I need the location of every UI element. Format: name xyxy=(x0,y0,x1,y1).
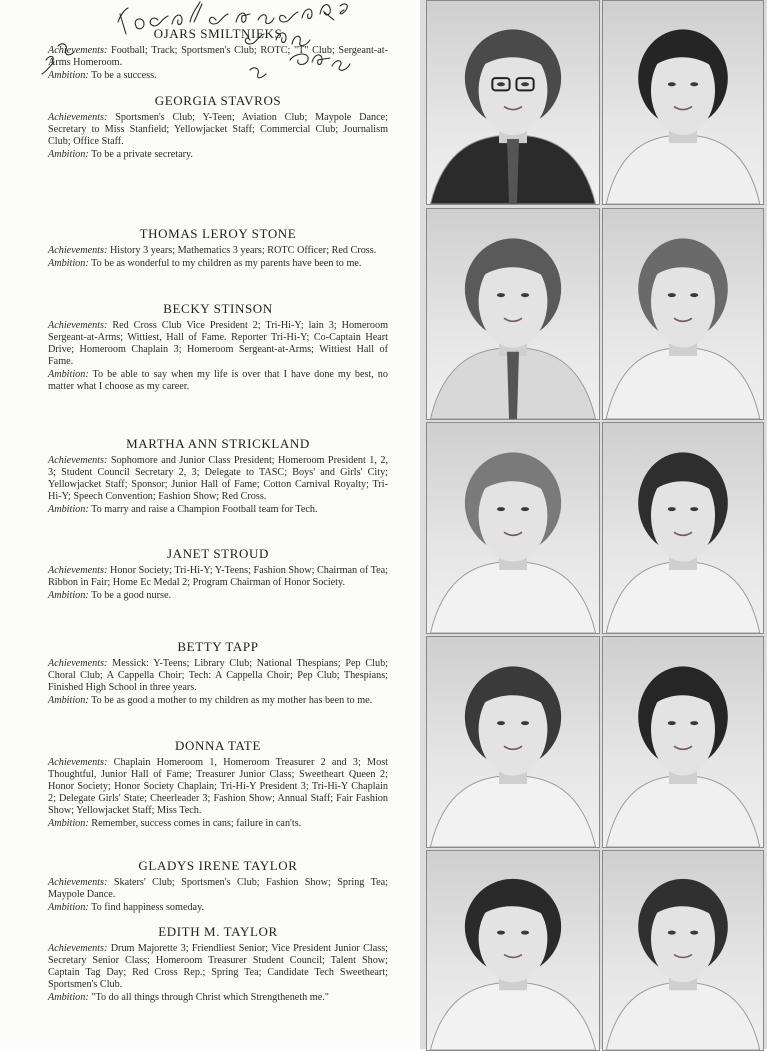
ambition-label: Ambition: xyxy=(48,369,89,380)
ambition-text xyxy=(48,695,388,707)
student-portrait xyxy=(602,636,764,848)
achievements-text xyxy=(48,943,388,991)
achievements-text xyxy=(48,658,388,694)
entry-janet-stroud xyxy=(48,546,388,602)
ambition-text xyxy=(48,149,388,161)
student-portrait xyxy=(426,422,600,634)
student-name: GLADYS IRENE TAYLOR xyxy=(138,858,298,873)
achievements-label: Achievements: xyxy=(48,658,108,669)
ambition-value: To marry and raise a Champion Football team for Tech. xyxy=(91,504,318,515)
achievements-value: Messick: Y-Teens; Library Club; National Thespians; Pep Club; Choral Club; A Cappella Choir; Tech: A Cappella Choir; Pep Club; Thespians; Finished High School in three years. xyxy=(48,658,388,693)
student-portrait xyxy=(426,636,600,848)
entry-donna-tate xyxy=(48,738,388,830)
student-portrait xyxy=(602,422,764,634)
achievements-value: Sportsmen's Club; Y-Teen; Aviation Club; Maypole Dance; Secretary to Miss Stanfield; Yellowjacket Staff; Commercial Club; Journalism Club; Office Staff. xyxy=(48,112,389,147)
page-number: 31 xyxy=(735,1012,745,1023)
portrait-grid xyxy=(420,0,767,1049)
student-name: BECKY STINSON xyxy=(163,301,273,316)
achievements-text xyxy=(48,320,388,368)
student-name: GEORGIA STAVROS xyxy=(154,93,282,108)
ambition-text xyxy=(48,258,388,270)
ambition-label: Ambition: xyxy=(48,590,89,601)
ambition-text xyxy=(48,70,388,82)
ambition-label: Ambition: xyxy=(48,70,89,81)
achievements-value: Football; Track; Sportsmen's Club; ROTC; "T" Club; Sergeant-at-Arms Homeroom. xyxy=(48,45,388,68)
achievements-value: Red Cross Club Vice President 2; Tri-Hi-Y; lain 3; Homeroom Sergeant-at-Arms; Wittiest, Hall of Fame. Reporter Tri-Hi-Y; Co-Captain Heart Drive; Homeroom Chaplain 3; Homeroom Sergeant-at-Arms; Wittiest Hall of Fame. xyxy=(48,320,389,367)
achievements-value: Chaplain Homeroom 1, Homeroom Treasurer 2 and 3; Most Thoughtful, Junior Hall of Fame; Treasurer Junior Class; Sweetheart Queen 2; Honor Society; Honor Society Chaplain; Tri-Hi-Y President 3; Tri-Hi-Y Chaplain 2; Delegate Girls' State; Cheerleader 3; Fashion Show; Annual Staff; Fair Fashion Show; Yellowjacket Staff; Miss Tech. xyxy=(48,757,388,816)
achievements-text xyxy=(48,565,388,589)
achievements-label: Achievements: xyxy=(48,943,108,954)
ambition-value: To be a private secretary. xyxy=(91,149,193,160)
ambition-value: To be as wonderful to my children as my parents have been to me. xyxy=(91,258,362,269)
achievements-label: Achievements: xyxy=(48,45,108,56)
student-portrait xyxy=(426,208,600,420)
ambition-label: Ambition: xyxy=(48,258,89,269)
ambition-value: To find happiness someday. xyxy=(91,902,205,913)
achievements-text xyxy=(48,877,388,901)
student-name: THOMAS LEROY STONE xyxy=(139,226,297,241)
student-name: EDITH M. TAYLOR xyxy=(158,924,278,939)
entry-edith-m-taylor xyxy=(48,924,388,1004)
achievements-text xyxy=(48,757,388,817)
ambition-label: Ambition: xyxy=(48,149,89,160)
ambition-text xyxy=(48,818,388,830)
achievements-label: Achievements: xyxy=(48,877,108,888)
ambition-text xyxy=(48,504,388,516)
achievements-value: Sophomore and Junior Class President; Homeroom President 1, 2, 3; Student Council Secretary 2, 3; Delegate to TASC; Boys' and Girls' City; Yellowjacket Staff; Sponsor; Junior Hall of Fame; Cotton Carnival Royalty; Tri-Hi-Y; Speech Convention; Fashion Show; Red Cross. xyxy=(48,455,388,502)
ambition-text xyxy=(48,992,388,1004)
achievements-value: Honor Society; Tri-Hi-Y; Y-Teens; Fashion Show; Chairman of Tea; Ribbon in Fair; Home Ec Medal 2; Program Chairman of Honor Society. xyxy=(48,565,388,588)
ambition-value: Remember, success comes in cans; failure in can'ts. xyxy=(91,818,302,829)
student-portrait xyxy=(602,0,764,205)
student-name: OJARS SMILTNIEKS xyxy=(153,26,283,41)
ambition-label: Ambition: xyxy=(48,504,89,515)
ambition-label: Ambition: xyxy=(48,992,89,1003)
achievements-text xyxy=(48,455,388,503)
ambition-text xyxy=(48,369,388,393)
achievements-text xyxy=(48,245,388,257)
ambition-text xyxy=(48,590,388,602)
achievements-value: Drum Majorette 3; Friendliest Senior; Vice President Junior Class; Secretary Senior Class; Homeroom Treasurer Student Council; Talent Show; Captain Tag Day; Red Cross Rep.; Spring Tea; Candidate Tech Sweetheart; Sportsmen's Club. xyxy=(48,943,389,990)
achievements-text xyxy=(48,45,388,69)
ambition-value: "To do all things through Christ which Strengtheneth me." xyxy=(91,992,329,1003)
entry-betty-tapp xyxy=(48,639,388,707)
ambition-value: To be able to say when my life is over that I have done my best, no matter what I choose as my career. xyxy=(48,369,388,392)
student-name: JANET STROUD xyxy=(167,546,269,561)
achievements-label: Achievements: xyxy=(48,320,108,331)
student-name: BETTY TAPP xyxy=(177,639,259,654)
achievements-label: Achievements: xyxy=(48,455,108,466)
student-name: DONNA TATE xyxy=(175,738,261,753)
ambition-label: Ambition: xyxy=(48,818,89,829)
student-portrait xyxy=(602,208,764,420)
achievements-value: History 3 years; Mathematics 3 years; ROTC Officer; Red Cross. xyxy=(109,245,377,256)
student-name: MARTHA ANN STRICKLAND xyxy=(126,436,310,451)
ambition-value: To be a good nurse. xyxy=(91,590,172,601)
ambition-value: To be a success. xyxy=(91,70,157,81)
achievements-text xyxy=(48,112,388,148)
entry-georgia-stavros xyxy=(48,93,388,161)
achievements-value: Skaters' Club; Sportsmen's Club; Fashion Show; Spring Tea; Maypole Dance. xyxy=(48,877,389,900)
ambition-label: Ambition: xyxy=(48,695,89,706)
entry-martha-ann-strickland xyxy=(48,436,388,516)
ambition-value: To be as good a mother to my children as my mother has been to me. xyxy=(91,695,373,706)
student-portrait xyxy=(426,0,600,205)
achievements-label: Achievements: xyxy=(48,112,108,123)
student-portrait xyxy=(426,850,600,1051)
achievements-label: Achievements: xyxy=(48,757,108,768)
ambition-label: Ambition: xyxy=(48,902,89,913)
entry-becky-stinson xyxy=(48,301,388,393)
entry-ojars-smiltnieks xyxy=(48,26,388,82)
entry-gladys-irene-taylor xyxy=(48,858,388,914)
ambition-text xyxy=(48,902,388,914)
achievements-label: Achievements: xyxy=(48,245,108,256)
achievements-label: Achievements: xyxy=(48,565,108,576)
entry-thomas-leroy-stone xyxy=(48,226,388,270)
